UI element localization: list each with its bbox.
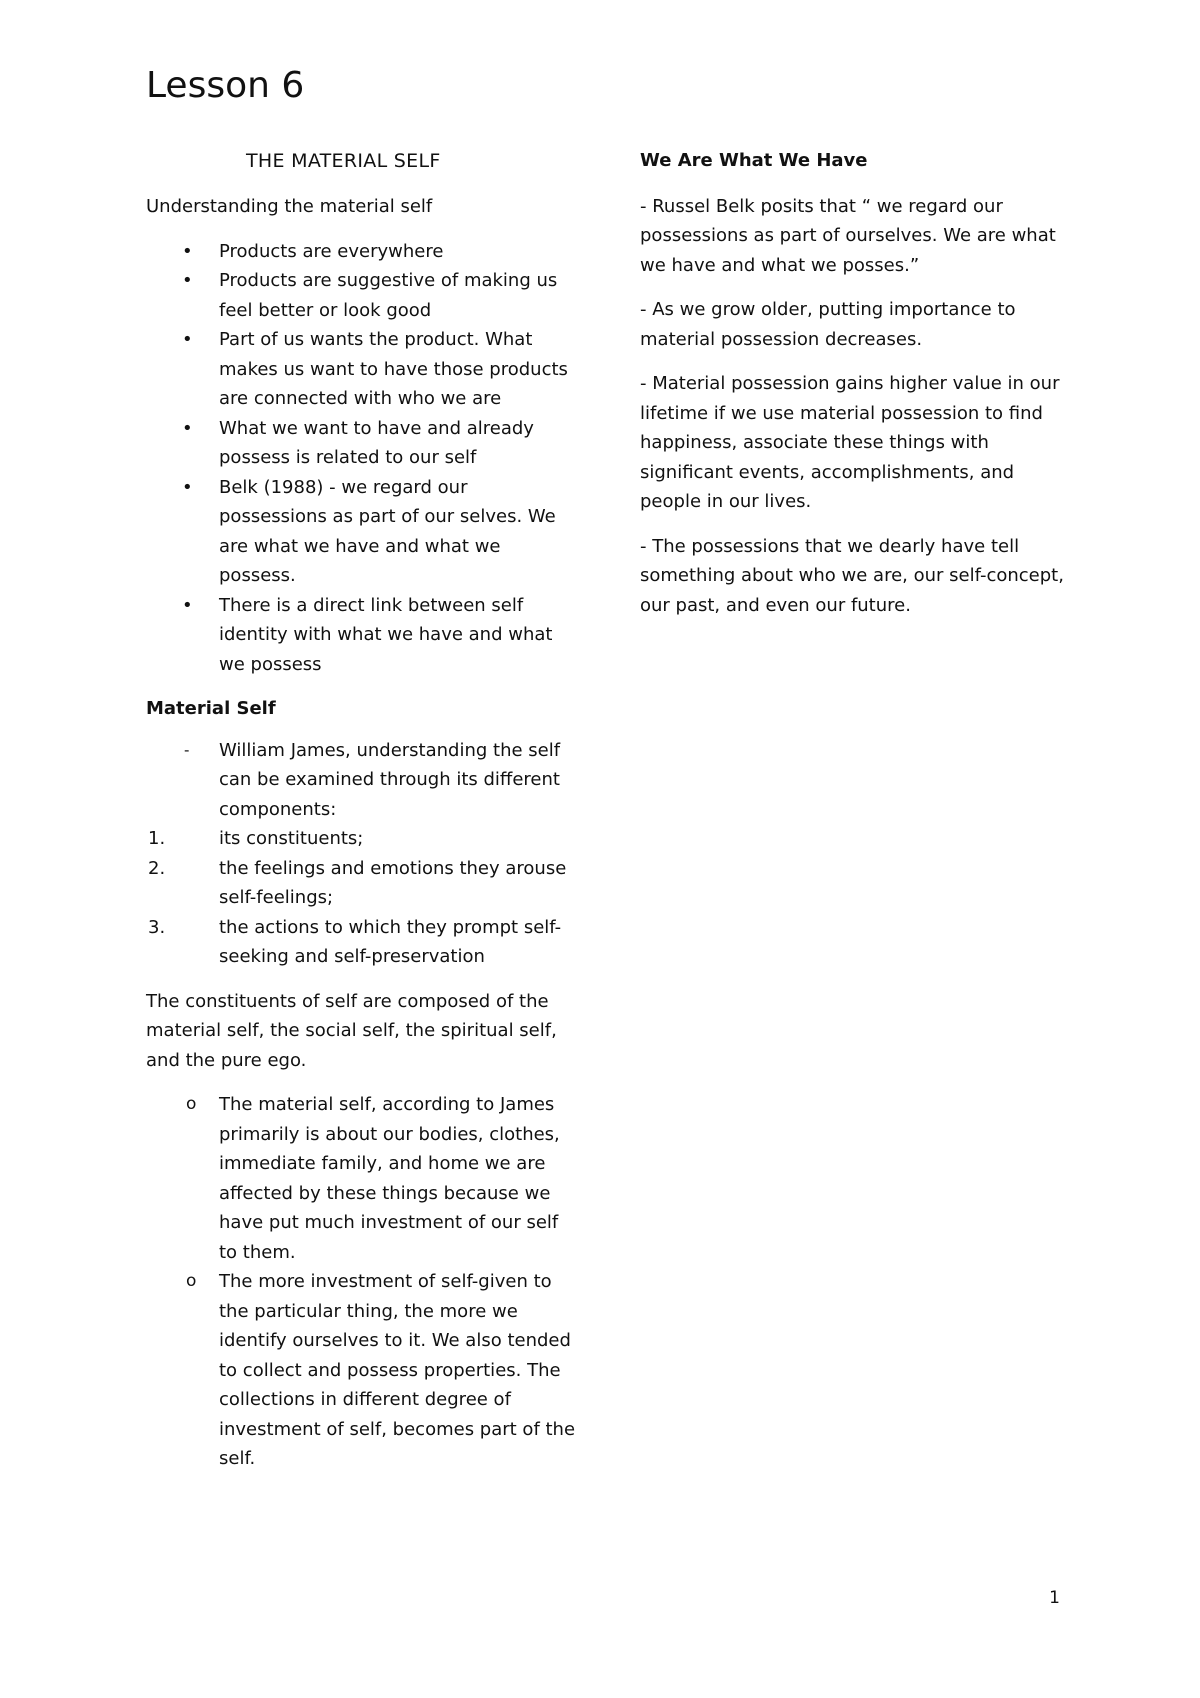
constituents-paragraph: The constituents of self are composed of the material self, the social self, the spiritual self, and the pure ego. — [146, 990, 557, 1071]
list-item-text: the actions to which they prompt self-seeking and self-preservation — [219, 916, 562, 967]
dash-list — [146, 736, 576, 825]
bullet-list — [146, 237, 576, 680]
list-item-text: the feelings and emotions they arouse self-feelings; — [219, 857, 567, 908]
list-item-text: What we want to have and already possess is related to our self — [219, 417, 534, 468]
list-item — [146, 591, 576, 680]
right-heading: We Are What We Have — [640, 150, 868, 171]
numbered-list — [146, 824, 576, 972]
right-column — [640, 146, 1080, 635]
list-item-text: Products are everywhere — [219, 240, 444, 262]
list-item-text: Belk (1988) - we regard our possessions as part of our selves. We are what we have and what we possess. — [219, 476, 556, 586]
number-marker: 1. — [148, 828, 166, 849]
material-self-heading: Material Self — [146, 698, 276, 719]
paragraph: - The possessions that we dearly have tell something about who we are, our self-concept, our past, and even our future. — [640, 535, 1064, 616]
left-column — [146, 146, 576, 1489]
number-marker: 3. — [148, 916, 166, 938]
circle-list — [146, 1090, 576, 1474]
bullet-icon — [182, 473, 212, 504]
list-item-text: its constituents; — [219, 828, 364, 849]
list-item — [146, 1090, 576, 1267]
paragraph: - As we grow older, putting importance to material possession decreases. — [640, 299, 1016, 350]
list-item-text: There is a direct link between self identity with what we have and what we possess — [219, 594, 553, 675]
bullet-icon — [182, 325, 212, 356]
list-item — [146, 824, 576, 854]
paragraph: - Russel Belk posits that “ we regard our possessions as part of ourselves. We are what we have and what we posses.” — [640, 195, 1056, 276]
list-item — [146, 913, 576, 972]
list-item-text: Part of us wants the product. What makes us want to have those products are connected with who we are — [219, 329, 568, 409]
circle-bullet-icon: o — [186, 1271, 197, 1291]
list-item — [146, 414, 576, 473]
list-item-text: Products are suggestive of making us feel better or look good — [219, 270, 558, 321]
list-item-text: The material self, according to James primarily is about our bodies, clothes, immediate family, and home we are affected by these things because we have put much investment of our self to them. — [219, 1094, 560, 1263]
list-item — [146, 266, 576, 325]
paragraph: - Material possession gains higher value in our lifetime if we use material possession to find happiness, associate these things with significant events, accomplishments, and people in our lives. — [640, 373, 1060, 512]
circle-bullet-icon: o — [186, 1094, 197, 1114]
list-item-text: The more investment of self-given to the particular thing, the more we identify ourselves to it. We also tended to collect and possess properties. The collections in different degree of investment of self, becomes part of the self. — [219, 1271, 576, 1469]
page-number: 1 — [1049, 1588, 1060, 1608]
list-item — [146, 325, 576, 414]
bullet-icon — [182, 591, 212, 622]
list-item — [146, 1267, 576, 1474]
dash-marker: - — [184, 740, 190, 759]
list-item-text: William James, understanding the self can be examined through its different components: — [219, 739, 561, 820]
section-title: THE MATERIAL SELF — [246, 150, 441, 172]
intro-text: Understanding the material self — [146, 196, 433, 217]
number-marker: 2. — [148, 857, 166, 879]
list-item — [146, 473, 576, 591]
bullet-icon — [182, 237, 212, 268]
list-item — [146, 237, 576, 267]
list-item — [146, 736, 576, 825]
list-item — [146, 854, 576, 913]
bullet-icon — [182, 266, 212, 297]
lesson-title: Lesson 6 — [146, 65, 305, 106]
bullet-icon — [182, 414, 212, 445]
